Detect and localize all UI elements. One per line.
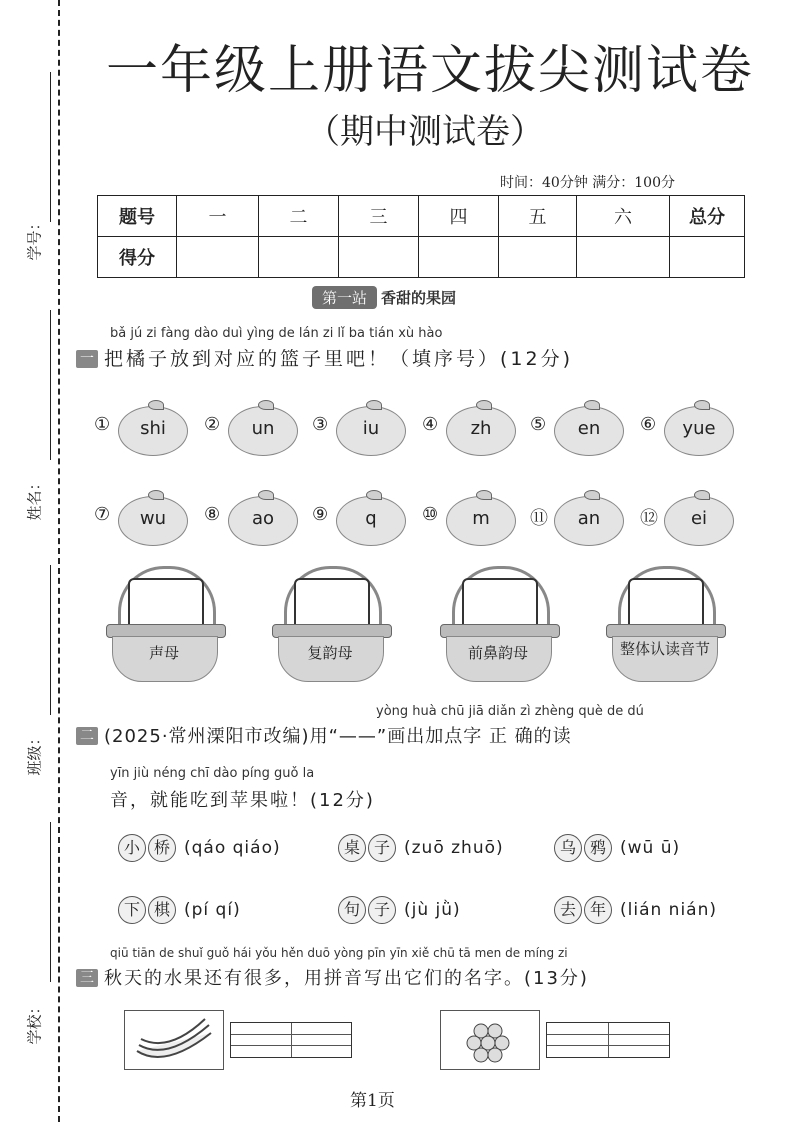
q2-item[interactable] bbox=[554, 896, 717, 924]
binding-dashed-line bbox=[58, 0, 60, 1122]
q3-number: 三 bbox=[76, 969, 98, 987]
station-header bbox=[312, 286, 456, 308]
orange-number: ⑦ bbox=[94, 504, 111, 525]
q3-pinyin: qiū tiān de shuǐ guǒ hái yǒu hěn duō yòng pīn yīn xiě chū tā men de míng zi bbox=[110, 946, 568, 960]
fruit-char-dotted: 桌 bbox=[338, 834, 366, 862]
pinyin-options: (lián nián) bbox=[620, 900, 717, 920]
q2-number: 二 bbox=[76, 727, 98, 745]
q3-writing-grid-2[interactable] bbox=[546, 1022, 670, 1058]
fruit-char: 鸦 bbox=[584, 834, 612, 862]
score-header-cell: 总分 bbox=[670, 196, 745, 237]
orange-pinyin: iu bbox=[362, 418, 380, 439]
q2-pinyin-2: yīn jiù néng chī dào píng guǒ la bbox=[110, 766, 315, 781]
fruit-char-dotted: 乌 bbox=[554, 834, 582, 862]
score-cell[interactable] bbox=[577, 237, 670, 278]
basket-answer-card[interactable] bbox=[294, 578, 370, 630]
grape-icon bbox=[441, 1011, 539, 1069]
school-label: 学校： bbox=[25, 999, 44, 1045]
orange-number: ⑫ bbox=[640, 508, 658, 529]
score-header-cell: 一 bbox=[177, 196, 259, 237]
page-subtitle: （期中测试卷） bbox=[306, 112, 544, 152]
fruit-char-dotted: 年 bbox=[584, 896, 612, 924]
orange-pinyin: en bbox=[577, 418, 601, 439]
pinyin-options: (qáo qiáo) bbox=[184, 838, 281, 858]
time-info: 时间：40分钟 满分：100分 bbox=[500, 175, 675, 191]
score-cell[interactable] bbox=[419, 237, 499, 278]
q2-item[interactable] bbox=[338, 834, 504, 862]
basket-label: 整体认读音节 bbox=[620, 640, 711, 658]
banana-icon bbox=[125, 1011, 223, 1069]
score-cell[interactable] bbox=[177, 237, 259, 278]
score-table-row bbox=[98, 237, 745, 278]
orange-number: ⑪ bbox=[530, 508, 548, 529]
pinyin-options: (pí qí) bbox=[184, 900, 241, 920]
orange-item bbox=[94, 398, 194, 468]
school-field bbox=[14, 822, 54, 1045]
orange-number: ① bbox=[94, 414, 111, 435]
q2-item[interactable] bbox=[338, 896, 461, 924]
leaf-icon bbox=[258, 490, 274, 500]
score-header-cell: 四 bbox=[419, 196, 499, 237]
score-row-label: 得分 bbox=[98, 237, 177, 278]
school-line bbox=[50, 822, 51, 982]
fruit-char: 下 bbox=[118, 896, 146, 924]
fruit-char: 子 bbox=[368, 834, 396, 862]
q1-pinyin: bǎ jú zi fàng dào duì yìng de lán zi lǐ ba tián xù hào bbox=[110, 326, 443, 341]
grid-divider bbox=[291, 1023, 292, 1057]
score-header-cell: 三 bbox=[339, 196, 419, 237]
q3-writing-grid-1[interactable] bbox=[230, 1022, 352, 1058]
fruit-char-dotted: 桥 bbox=[148, 834, 176, 862]
leaf-icon bbox=[694, 490, 710, 500]
q2-item[interactable] bbox=[554, 834, 680, 862]
q1-question bbox=[76, 344, 573, 371]
orange-pinyin: wu bbox=[139, 508, 167, 529]
leaf-icon bbox=[694, 400, 710, 410]
basket-answer-card[interactable] bbox=[128, 578, 204, 630]
orange-item bbox=[312, 488, 412, 558]
q2-text1: (2025·常州溧阳市改编)用“——”画出加点字 正 确的读 bbox=[104, 726, 572, 747]
score-header-cell: 五 bbox=[499, 196, 577, 237]
orange-number: ⑤ bbox=[530, 414, 547, 435]
orange-number: ② bbox=[204, 414, 221, 435]
q2-item[interactable] bbox=[118, 834, 281, 862]
leaf-icon bbox=[258, 400, 274, 410]
orange-item bbox=[530, 488, 630, 558]
leaf-icon bbox=[366, 490, 382, 500]
q2-item[interactable] bbox=[118, 896, 241, 924]
pinyin-options: (jù jǜ) bbox=[404, 900, 461, 920]
q1-text: 把橘子放到对应的篮子里吧！（填序号）(12分) bbox=[104, 348, 574, 370]
score-cell[interactable] bbox=[499, 237, 577, 278]
pinyin-options: (wū ū) bbox=[620, 838, 681, 858]
q2-question-line1 bbox=[76, 722, 572, 748]
basket-whole-syllables bbox=[602, 566, 730, 686]
score-table-header-row bbox=[98, 196, 745, 237]
orange-pinyin: ei bbox=[690, 508, 708, 529]
score-header-cell: 六 bbox=[577, 196, 670, 237]
orange-pinyin: an bbox=[577, 508, 601, 529]
basket-label: 声母 bbox=[148, 644, 179, 662]
leaf-icon bbox=[366, 400, 382, 410]
orange-number: ③ bbox=[312, 414, 329, 435]
class-line bbox=[50, 565, 51, 715]
fruit-char-dotted: 句 bbox=[338, 896, 366, 924]
grid-divider bbox=[608, 1023, 609, 1057]
pinyin-options: (zuō zhuō) bbox=[404, 838, 504, 858]
orange-item bbox=[204, 488, 304, 558]
orange-item bbox=[640, 398, 740, 468]
q2-pinyin-top: yòng huà chū jiā diǎn zì zhèng què de dú bbox=[376, 704, 644, 719]
orange-item bbox=[94, 488, 194, 558]
fruit-char: 小 bbox=[118, 834, 146, 862]
orange-item bbox=[204, 398, 304, 468]
basket-initials bbox=[102, 566, 230, 686]
orange-pinyin: yue bbox=[682, 418, 716, 439]
q3-text: 秋天的水果还有很多，用拼音写出它们的名字。(13分) bbox=[104, 968, 589, 989]
score-table bbox=[97, 195, 745, 278]
basket-label: 前鼻韵母 bbox=[467, 644, 528, 662]
q3-question bbox=[76, 964, 589, 990]
orange-item bbox=[530, 398, 630, 468]
leaf-icon bbox=[476, 400, 492, 410]
leaf-icon bbox=[476, 490, 492, 500]
orange-pinyin: ao bbox=[251, 508, 275, 529]
orange-item bbox=[422, 488, 522, 558]
orange-item bbox=[312, 398, 412, 468]
orange-pinyin: shi bbox=[140, 418, 166, 439]
orange-pinyin: un bbox=[251, 418, 275, 439]
fruit-char: 子 bbox=[368, 896, 396, 924]
page-title: 一年级上册语文拔尖测试卷 bbox=[105, 41, 754, 101]
orange-pinyin: q bbox=[365, 508, 377, 529]
basket-label: 复韵母 bbox=[307, 644, 353, 662]
basket-answer-card[interactable] bbox=[628, 578, 704, 630]
orange-number: ⑧ bbox=[204, 504, 221, 525]
student-id-line bbox=[50, 72, 51, 222]
orange-number: ⑩ bbox=[422, 504, 439, 525]
name-field bbox=[14, 310, 54, 521]
leaf-icon bbox=[148, 490, 164, 500]
q1-number: 一 bbox=[76, 350, 98, 368]
page-number: 第1页 bbox=[350, 1091, 395, 1111]
station-badge: 第一站 bbox=[312, 286, 377, 309]
banana-picture bbox=[124, 1010, 224, 1070]
orange-pinyin: zh bbox=[470, 418, 492, 439]
orange-item bbox=[422, 398, 522, 468]
score-cell[interactable] bbox=[259, 237, 339, 278]
class-field bbox=[14, 565, 54, 785]
student-id-label: 学号： bbox=[25, 215, 44, 261]
basket-compound-finals bbox=[268, 566, 396, 686]
orange-number: ⑥ bbox=[640, 414, 657, 435]
orange-item bbox=[640, 488, 740, 558]
student-id-field bbox=[14, 72, 54, 272]
station-name: 香甜的果园 bbox=[381, 288, 457, 307]
orange-pinyin: m bbox=[472, 508, 490, 529]
orange-number: ④ bbox=[422, 414, 439, 435]
name-line bbox=[50, 310, 51, 460]
name-label: 姓名： bbox=[25, 475, 44, 521]
basket-front-nasal-finals bbox=[436, 566, 564, 686]
basket-answer-card[interactable] bbox=[462, 578, 538, 630]
class-label: 班级： bbox=[25, 730, 44, 776]
orange-number: ⑨ bbox=[312, 504, 329, 525]
score-cell[interactable] bbox=[339, 237, 419, 278]
leaf-icon bbox=[148, 400, 164, 410]
fruit-char-dotted: 棋 bbox=[148, 896, 176, 924]
fruit-char: 去 bbox=[554, 896, 582, 924]
leaf-icon bbox=[584, 490, 600, 500]
leaf-icon bbox=[584, 400, 600, 410]
q2-text2: 音，就能吃到苹果啦！(12分) bbox=[110, 790, 375, 811]
grape-picture bbox=[440, 1010, 540, 1070]
score-cell[interactable] bbox=[670, 237, 745, 278]
score-header-cell: 题号 bbox=[98, 196, 177, 237]
score-header-cell: 二 bbox=[259, 196, 339, 237]
